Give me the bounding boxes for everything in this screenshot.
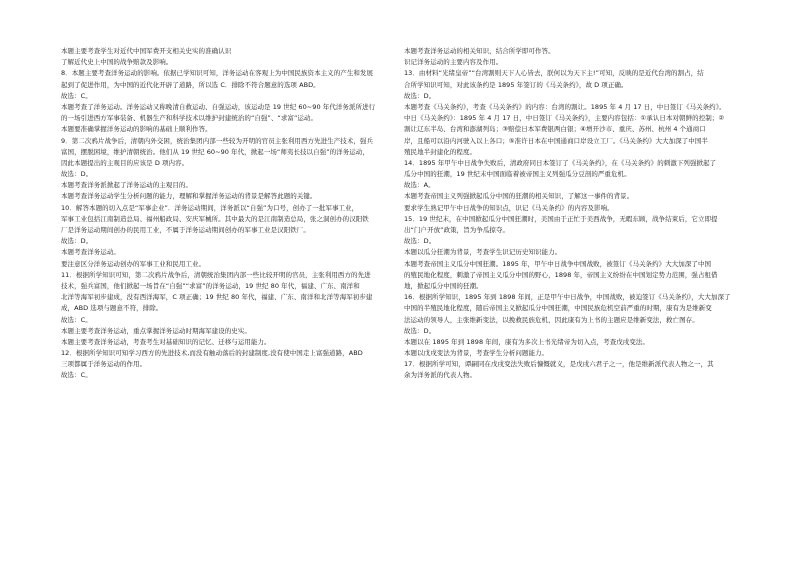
text-line: 11．根据所学知识可知，第二次鸦片战争后，清朝统治集团内部一些比较开明的官员，主张利用西方的先进 (61, 270, 371, 279)
text-line: 本题要准确掌握洋务运动的影响的基础上顺利作答。 (61, 125, 212, 134)
text-line: 15．19 世纪末，在中国掀起瓜分中国狂潮时，美国由于正忙于美西战争，无暇东顾，战争结束后，它立即提 (404, 214, 718, 223)
text-line: 中日《马关条约》：1895 年 4 月 17 日，中日签订《马关条约》，主要内容包括：①承认日本对朝鲜的控制；② (404, 114, 725, 123)
text-line: 的一场引进西方军事装备、机器生产和科学技术以维护封建统治的“自强”、“求富”运动。 (61, 114, 318, 123)
text-line: 的殖民地化程度，刺激了帝国主义瓜分中国的野心，1898 年，帝国主义纷纷在中国划定势力范围，强占租借 (404, 270, 718, 279)
text-line: 军事工业包括江南制造总局、福州船政局、安庆军械所。其中最大的是江南制造总局，张之洞创办的汉阳铁 (61, 214, 369, 223)
text-line: 中国的半殖民地化程度，随后帝国主义掀起瓜分中国狂潮，中国民族危机空前严重的时期，康有为是维新变 (404, 304, 712, 313)
text-line: 14．1895 年甲午中日战争失败后，清政府同日本签订了《马关条约》，在《马关条约》的刺激下列强掀起了 (404, 158, 717, 167)
text-line: 割让辽东半岛、台湾和澎湖列岛；③赔偿日本军费银两白银；④增开沙市、重庆、苏州、杭州 4 个通商口 (404, 125, 706, 134)
text-line: 出“门户开放”政策，旨为争瓜掠夺。 (404, 226, 510, 234)
text-line: 本题考查《马关条约》，考查《马关条约》的内容：台湾的割让。1895 年 4 月 17 日，中日签订《马关条约》。 (404, 102, 726, 111)
text-line: 地，掀起瓜分中国的狂潮。 (404, 281, 483, 290)
text-line: 16．根据所学知识，1895 年到 1898 年间，正是甲午中日战争，中国战败，被迫签订《马关条约》，大大加深了 (404, 293, 731, 302)
text-line: 故选：D。 (404, 326, 436, 335)
text-line: 法运动的领导人，主张维新变法，以挽救民族危机，因此康有为上书的主题应是维新变法，救亡图存。 (404, 315, 699, 324)
text-line: 要求学生熟记甲午中日战争的知识点，识记《马关条约》的内容及影响。 (404, 203, 614, 212)
text-line: 殖民地半封建化的程度。 (404, 147, 477, 156)
text-line: 17．根据所学可知，谭嗣同在戊戌变法失败后慷慨就义，是戊戌六君子之一，他是维新派代表人物之一，其 (404, 360, 714, 369)
text-line: 故选：D。 (61, 237, 93, 246)
text-line: 瓜分中国的狂潮，19 世纪末中国面临着被帝国主义列强瓜分豆剖的严重危机。 (404, 170, 631, 179)
text-line: 12．根据所学知识可知学习西方的先进技术,而没有触动落后的封建制度,没有使中国走上富强道路，ABD (61, 349, 363, 358)
text-line: 本题考查洋务运动学生分析问题的能力，理解和掌握洋务运动的背景是解答此题的关键。 (61, 192, 317, 201)
text-line: 故选：D。 (61, 170, 93, 179)
text-line: 故选：C。 (61, 315, 92, 324)
text-line: 本题考查洋务运动。 (61, 248, 120, 257)
text-line: 故选：D。 (404, 91, 436, 100)
text-line: 9．第二次鸦片战争后，清朝内外交困，统治集团内部一些较为开明的官员主张利用西方先进生产技术，强兵 (61, 136, 374, 145)
text-line: 本题主要考查洋务运动，重点掌握洋务运动时期海军建设的史实。 (61, 326, 251, 335)
text-line: 故选：C。 (61, 371, 92, 380)
text-line: 故选：C。 (61, 91, 92, 100)
text-line: 本题考查帝国主义列强掀起瓜分中国的狂潮的相关知识，了解这一事件的背景。 (404, 192, 634, 201)
text-line: 技术，强兵富国，他们掀起一场旨在“自强”“求富”的洋务运动，19 世纪 80 年代，福建、广东、南洋和 (61, 281, 360, 290)
text-line: 岸，且船可以沿内河驶入以上各口；⑤准许日本在中国通商口岸设立工厂。《马关条约》大大加深了中国半 (404, 136, 708, 145)
text-line: 13．由材料“光绪皇帝”“台湾割则天下人心皆去，朕何以为天下主!”可知，反映的是近代台湾的割占，结 (404, 69, 704, 78)
text-line: 本题主要考查学生对近代中国军费开支相关史实的准确认识 (61, 47, 232, 55)
right-column (404, 46, 742, 382)
text-line: 本题考查洋务运动的相关知识，结合所学即可作答。 (404, 47, 555, 55)
text-line: 本题以戊戌变法为背景，考查学生分析问题能力。 (404, 349, 549, 358)
left-column (61, 46, 399, 382)
text-line: 余为洋务派的代表人物。 (404, 371, 477, 380)
text-line: 本题以瓜分狂潮为背景，考查学生识记历史知识能力。 (404, 248, 562, 257)
text-line: 8．本题主要考查洋务运动的影响。依据已学知识可知，洋务运动在客观上为中国民族资本主义的产生和发展 (61, 69, 374, 78)
text-line: 厂是洋务运动期间创办的民用工业，不属于洋务运动期间创办的军事工业是汉阳铁厂。 (61, 226, 310, 234)
text-line: 识记洋务运动的主要内容及作用。 (404, 58, 503, 67)
text-line: 本题主要考查洋务运动，考查考生对基础知识的记忆、迁移与运用能力。 (61, 337, 271, 346)
text-line: 本题考查了洋务运动。洋务运动又称晚清自救运动、自强运动，该运动是 19 世纪 60~90 年代洋务派所进行 (61, 102, 376, 111)
text-line: 三项都属于洋务运动的作用。 (61, 360, 147, 369)
text-line: 故选：A。 (404, 181, 435, 190)
text-line: 成，ABD 选项与题意不符，排除。 (61, 304, 163, 313)
text-line: 了解近代史上中国的战争赔款及影响。 (61, 58, 173, 67)
text-line: 本题以在 1895 年到 1898 年间，康有为多次上书光绪帝为切入点，考查戊戌变法。 (404, 337, 649, 346)
text-line: 北洋等海军初步建成，没有西洋海军，C 项正确；19 世纪 80 年代，福建、广东、南洋和北洋等海军初步建 (61, 293, 373, 302)
text-line: 合所学知识可知，对此该条约是 1895 年签订的《马关条约》，故 D 项正确。 (404, 80, 628, 89)
text-line: 本题考查帝国主义瓜分中国狂潮。1895 年，甲午中日战争中国战败，被签订《马关条约》大大加深了中国 (404, 259, 712, 268)
text-line: 故选：D。 (404, 237, 436, 246)
text-line: 要注意区分洋务运动创办的军事工业和民用工业。 (61, 259, 206, 268)
text-line: 10．解答本题的切入点是“军事企业”．洋务运动期间，洋务派以“自强”为口号，创办了一批军事工业， (61, 203, 359, 212)
text-line: 因此本题提出的主观目的应该是 D 项内容。 (61, 158, 189, 167)
text-line: 富国，摆脱困境，维护清朝统治。他们从 19 世纪 60~90 年代，掀起一场“师夷长技以自强”的洋务运动， (61, 147, 369, 156)
text-line: 起到了促进作用，为中国的近代化开辟了道路，所以选 C．排除不符合题意的选项 ABD。 (61, 80, 320, 89)
text-line: 本题考查洋务派掀起了洋务运动的主观目的。 (61, 181, 192, 190)
